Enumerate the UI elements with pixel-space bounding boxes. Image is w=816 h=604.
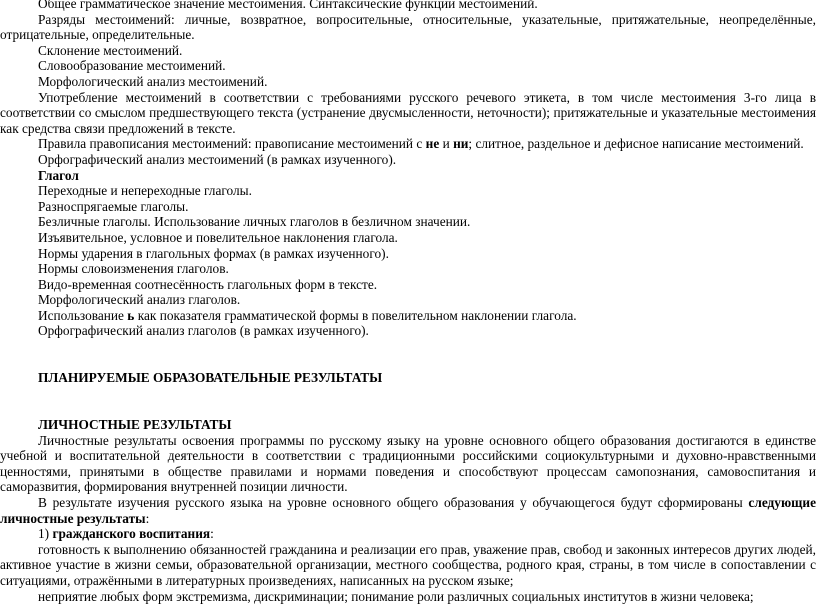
pronoun-declension-line: Склонение местоимений.: [38, 42, 183, 58]
spacer: [0, 339, 816, 370]
pronoun-meaning-line: Общее грамматическое значение местоимения. Синтаксические функции местоимений.: [38, 0, 538, 11]
pronoun-morphology-line: Морфологический анализ местоимений.: [38, 73, 268, 89]
verb-line-heteroclitic: Разноспрягаемые глаголы.: [38, 198, 189, 214]
verb-line-transitive: Переходные и непереходные глаголы.: [38, 183, 252, 199]
pronoun-categories-paragraph: Разряды местоимений: личные, возвратное, вопросительные, относительные, указательные, притяжательные, неопределённые, отрицательные, определительные.: [0, 11, 816, 43]
formed-bold: следующие личностные результаты: [0, 495, 816, 526]
civic-number: 1): [38, 526, 53, 542]
verb-line-aspect-tense: Видо-временная соотнесённость глагольных форм в тексте.: [38, 276, 378, 292]
formed-prefix: В результате изучения русского языка на уровне основного общего образования у обучающегося будут сформированы: [38, 495, 749, 510]
pronoun-spelling-analysis-line: Орфографический анализ местоимений (в рамках изученного).: [38, 151, 397, 167]
civic-item-duties: готовность к выполнению обязанностей гражданина и реализации его прав, уважение прав, свобод и законных интересов других людей, активное участие в жизни семьи, образовательной организации, местного сообщества, родного края, страны, в том числе в сопоставлении с ситуациями, отражёнными в литературных произведениях, написанных на русском языке;: [0, 541, 816, 588]
planned-results-heading: ПЛАНИРУЕМЫЕ ОБРАЗОВАТЕЛЬНЫЕ РЕЗУЛЬТАТЫ: [38, 370, 383, 386]
verb-line-moods: Изъявительное, условное и повелительное наклонения глагола.: [38, 229, 398, 245]
personal-results-heading: ЛИЧНОСТНЫЕ РЕЗУЛЬТАТЫ: [38, 417, 232, 433]
spacer: [0, 386, 816, 417]
civic-bold: гражданского воспитания: [52, 526, 211, 542]
spelling-rule-ne: не: [425, 136, 440, 152]
verb-line-morphology: Морфологический анализ глаголов.: [38, 292, 241, 308]
civic-suffix: :: [210, 526, 214, 542]
personal-results-intro: Личностные результаты освоения программы по русскому языку на уровне основного общего образования достигаются в единстве учебной и воспитательной деятельности в соответствии с традиционными российскими социокультурными и духовно-нравственными ценностями, принятыми в обществе правилами и нормами поведения и способствуют процессам самопознания, самовоспитания и саморазвития, формирования внутренней позиции личности.: [0, 432, 816, 495]
verb-line-stress: Нормы ударения в глагольных формах (в рамках изученного).: [38, 245, 389, 261]
verb-line-impersonal: Безличные глаголы. Использование личных глаголов в безличном значении.: [38, 214, 471, 230]
formed-results-paragraph: [0, 495, 816, 526]
civic-item-extremism: неприятие любых форм экстремизма, дискриминации; понимание роли различных социальных институтов в жизни человека;: [38, 588, 754, 604]
verb-line-inflection: Нормы словоизменения глаголов.: [38, 261, 229, 277]
pronoun-word-formation-line: Словообразование местоимений.: [38, 58, 226, 74]
civic-education-heading: [0, 526, 816, 542]
formed-suffix: :: [145, 510, 150, 526]
spelling-rule-prefix: Правила правописания местоимений: правописание местоимений с: [38, 136, 426, 152]
spelling-rule-middle: и: [439, 136, 454, 152]
soft-sign-suffix: как показателя грамматической формы в повелительном наклонении глагола.: [134, 307, 577, 323]
verb-spelling-analysis-line: Орфографический анализ глаголов (в рамках изученного).: [38, 323, 369, 339]
spelling-rule-suffix: ; слитное, раздельное и дефисное написание местоимений.: [468, 136, 804, 152]
spelling-rule-ni: ни: [453, 136, 469, 152]
soft-sign-letter: ь: [127, 307, 135, 323]
pronoun-spelling-rule-line: [0, 136, 816, 152]
verb-soft-sign-line: [0, 308, 816, 324]
soft-sign-prefix: Использование: [38, 307, 128, 323]
verb-section-title: Глагол: [38, 167, 79, 183]
pronoun-usage-paragraph: Употребление местоимений в соответствии с требованиями русского речевого этикета, в том числе местоимения 3-го лица в соответствии со смыслом предшествующего текста (устранение двусмысленности, неточности); притяжательные и указательные местоимения как средства связи предложений в тексте.: [0, 89, 816, 136]
